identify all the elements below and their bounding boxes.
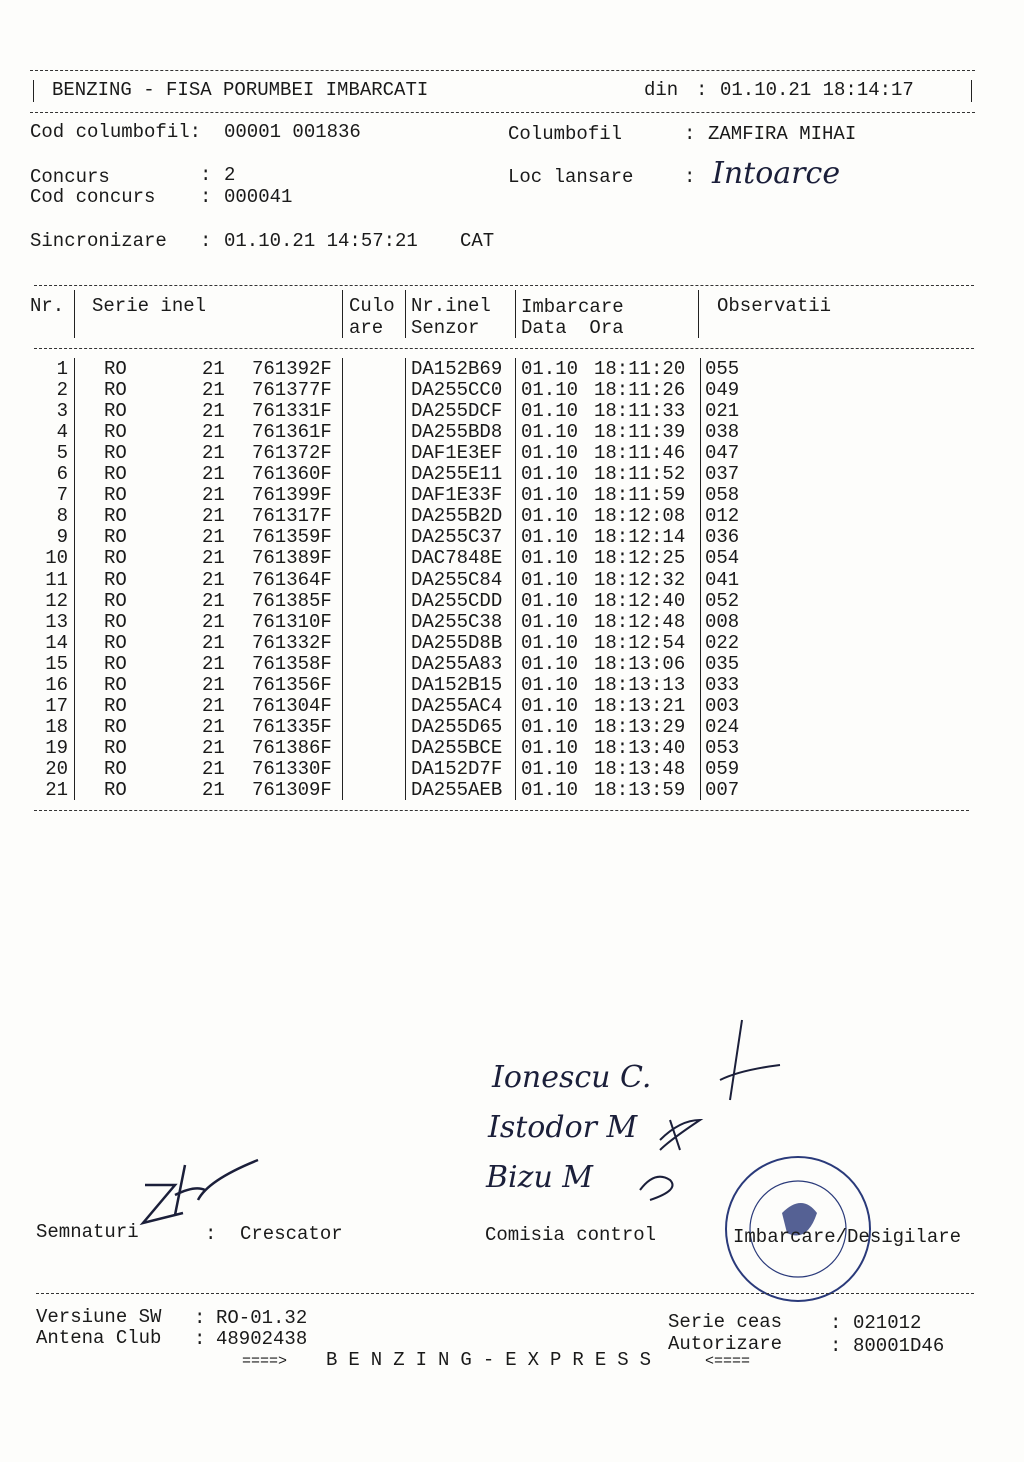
row-country: RO <box>104 673 127 696</box>
serie-ceas-value: 021012 <box>853 1312 922 1334</box>
row-ring: 761360F <box>252 463 332 486</box>
row-ring: 761331F <box>252 400 332 423</box>
row-date: 01.10 <box>521 505 579 528</box>
row-date: 01.10 <box>521 547 579 570</box>
brand-name: BENZING-EXPRESS <box>326 1349 663 1371</box>
row-nr: 20 <box>45 757 68 780</box>
row-nr: 12 <box>45 589 68 612</box>
semnaturi-label: Semnaturi <box>36 1221 139 1243</box>
cod-columbofil-value: 00001 001836 <box>224 121 361 143</box>
row-date: 01.10 <box>521 736 579 759</box>
row-nr: 15 <box>45 652 68 675</box>
row-observations: 059 <box>705 757 740 780</box>
row-sensor: DA255B2D <box>411 505 503 528</box>
row-nr: 10 <box>45 547 68 570</box>
row-country: RO <box>104 610 127 633</box>
antena-value: 48902438 <box>216 1328 308 1350</box>
loc-lansare-handwritten: Intoarce <box>712 156 841 191</box>
row-time: 18:13:06 <box>594 652 686 675</box>
row-date: 01.10 <box>521 463 579 486</box>
row-ring: 761377F <box>252 379 332 402</box>
row-sensor: DA255AC4 <box>411 694 503 717</box>
row-time: 18:12:54 <box>594 631 686 654</box>
colon: : <box>684 166 696 188</box>
row-date: 01.10 <box>521 610 579 633</box>
header-nr-inel: Nr.inel <box>411 295 491 317</box>
row-sensor: DA255E11 <box>411 463 503 486</box>
row-date: 01.10 <box>521 421 579 444</box>
row-country: RO <box>104 526 127 549</box>
header-culoare-2: are <box>349 317 384 339</box>
row-date: 01.10 <box>521 379 579 402</box>
row-ring: 761385F <box>252 589 332 612</box>
header-serie-inel: Serie inel <box>92 295 207 317</box>
row-nr: 6 <box>56 463 68 486</box>
row-date: 01.10 <box>521 694 579 717</box>
row-sensor: DAF1E3EF <box>411 442 503 465</box>
row-time: 18:13:48 <box>594 757 686 780</box>
row-nr: 11 <box>45 568 68 591</box>
row-nr: 14 <box>45 631 68 654</box>
row-country: RO <box>104 442 127 465</box>
row-time: 18:13:29 <box>594 715 686 738</box>
colon: : <box>200 186 212 208</box>
row-country: RO <box>104 400 127 423</box>
row-date: 01.10 <box>521 589 579 612</box>
sincronizare-timezone: CAT <box>460 230 495 252</box>
header-data-ora: Data Ora <box>521 317 624 339</box>
row-date: 01.10 <box>521 358 579 380</box>
row-nr: 1 <box>56 358 68 380</box>
colon: : <box>194 1328 206 1350</box>
row-time: 18:11:33 <box>594 400 686 423</box>
date-label: din <box>644 79 679 101</box>
row-observations: 054 <box>705 547 740 570</box>
row-nr: 18 <box>45 715 68 738</box>
colon: : <box>205 1223 217 1245</box>
row-ring: 761389F <box>252 547 332 570</box>
row-time: 18:11:59 <box>594 484 686 507</box>
serie-ceas-label: Serie ceas <box>668 1311 783 1333</box>
row-year: 21 <box>202 715 225 738</box>
concurs-label: Concurs <box>30 166 110 188</box>
row-nr: 9 <box>56 526 68 549</box>
row-nr: 19 <box>45 736 68 759</box>
colon: : <box>684 123 696 145</box>
row-observations: 003 <box>705 694 740 717</box>
row-sensor: DA152B15 <box>411 673 503 696</box>
row-year: 21 <box>202 779 225 801</box>
row-observations: 012 <box>705 505 740 528</box>
brand-arrow-left: ====> <box>242 1353 288 1370</box>
row-ring: 761399F <box>252 484 332 507</box>
row-ring: 761304F <box>252 694 332 717</box>
row-year: 21 <box>202 505 225 528</box>
row-year: 21 <box>202 400 225 423</box>
sincronizare-label: Sincronizare <box>30 230 167 252</box>
row-year: 21 <box>202 568 225 591</box>
row-nr: 8 <box>56 505 68 528</box>
row-country: RO <box>104 358 127 380</box>
document-title: BENZING - FISA PORUMBEI IMBARCATI <box>52 79 429 101</box>
row-observations: 047 <box>705 442 740 465</box>
row-observations: 038 <box>705 421 740 444</box>
row-observations: 037 <box>705 463 740 486</box>
row-ring: 761364F <box>252 568 332 591</box>
row-sensor: DA255D65 <box>411 715 503 738</box>
row-sensor: DA255C37 <box>411 526 503 549</box>
header-senzor: Senzor <box>411 317 480 339</box>
cod-columbofil-label: Cod columbofil: <box>30 121 202 143</box>
row-time: 18:12:08 <box>594 505 686 528</box>
row-country: RO <box>104 715 127 738</box>
sincronizare-value: 01.10.21 14:57:21 <box>224 230 418 252</box>
row-country: RO <box>104 505 127 528</box>
row-date: 01.10 <box>521 400 579 423</box>
row-date: 01.10 <box>521 526 579 549</box>
row-ring: 761356F <box>252 673 332 696</box>
row-nr: 3 <box>56 400 68 423</box>
row-observations: 053 <box>705 736 740 759</box>
row-sensor: DA255CDD <box>411 589 503 612</box>
row-year: 21 <box>202 631 225 654</box>
row-year: 21 <box>202 358 225 380</box>
row-time: 18:12:25 <box>594 547 686 570</box>
row-year: 21 <box>202 694 225 717</box>
row-observations: 022 <box>705 631 740 654</box>
row-country: RO <box>104 589 127 612</box>
row-observations: 041 <box>705 568 740 591</box>
row-country: RO <box>104 652 127 675</box>
row-observations: 055 <box>705 358 740 380</box>
row-ring: 761372F <box>252 442 332 465</box>
row-year: 21 <box>202 526 225 549</box>
colon: : <box>830 1312 842 1334</box>
row-country: RO <box>104 568 127 591</box>
cod-concurs-label: Cod concurs <box>30 186 156 208</box>
row-nr: 13 <box>45 610 68 633</box>
autorizare-value: 80001D46 <box>853 1335 945 1357</box>
row-observations: 058 <box>705 484 740 507</box>
row-date: 01.10 <box>521 484 579 507</box>
colon: : <box>194 1307 206 1329</box>
row-observations: 052 <box>705 589 740 612</box>
commission-signature-2: Istodor M <box>488 1110 638 1145</box>
row-year: 21 <box>202 736 225 759</box>
row-sensor: DA152D7F <box>411 757 503 780</box>
row-country: RO <box>104 547 127 570</box>
row-observations: 021 <box>705 400 740 423</box>
comisia-control-label: Comisia control <box>485 1224 657 1246</box>
header-imbarcare: Imbarcare <box>521 296 624 318</box>
row-year: 21 <box>202 442 225 465</box>
colon: : <box>200 230 212 252</box>
row-time: 18:11:46 <box>594 442 686 465</box>
row-time: 18:12:14 <box>594 526 686 549</box>
row-country: RO <box>104 631 127 654</box>
row-time: 18:12:32 <box>594 568 686 591</box>
row-sensor: DA255C38 <box>411 610 503 633</box>
row-nr: 7 <box>56 484 68 507</box>
row-nr: 17 <box>45 694 68 717</box>
row-ring: 761335F <box>252 715 332 738</box>
loc-lansare-label: Loc lansare <box>508 166 634 188</box>
row-sensor: DAF1E33F <box>411 484 503 507</box>
row-sensor: DA255BCE <box>411 736 503 759</box>
row-date: 01.10 <box>521 631 579 654</box>
row-sensor: DA255A83 <box>411 652 503 675</box>
row-date: 01.10 <box>521 652 579 675</box>
columbofil-label: Columbofil <box>508 123 623 145</box>
date-value: 01.10.21 18:14:17 <box>720 79 914 101</box>
row-ring: 761309F <box>252 779 332 801</box>
row-ring: 761332F <box>252 631 332 654</box>
row-date: 01.10 <box>521 442 579 465</box>
row-ring: 761358F <box>252 652 332 675</box>
row-sensor: DAC7848E <box>411 547 503 570</box>
row-sensor: DA255C84 <box>411 568 503 591</box>
row-nr: 16 <box>45 673 68 696</box>
row-time: 18:12:48 <box>594 610 686 633</box>
row-time: 18:13:59 <box>594 779 686 801</box>
row-time: 18:13:40 <box>594 736 686 759</box>
row-time: 18:11:52 <box>594 463 686 486</box>
row-year: 21 <box>202 610 225 633</box>
row-observations: 008 <box>705 610 740 633</box>
row-observations: 007 <box>705 779 740 801</box>
concurs-value: 2 <box>224 164 236 186</box>
antena-label: Antena Club <box>36 1327 162 1349</box>
row-year: 21 <box>202 652 225 675</box>
row-date: 01.10 <box>521 757 579 780</box>
brand-arrow-right: <==== <box>705 1353 751 1370</box>
row-time: 18:12:40 <box>594 589 686 612</box>
row-country: RO <box>104 779 127 801</box>
row-country: RO <box>104 757 127 780</box>
row-year: 21 <box>202 379 225 402</box>
versiune-value: RO-01.32 <box>216 1307 308 1329</box>
columbofil-value: ZAMFIRA MIHAI <box>708 123 857 145</box>
row-country: RO <box>104 484 127 507</box>
row-time: 18:13:13 <box>594 673 686 696</box>
breeder-signature <box>143 1160 258 1223</box>
commission-signature-1: Ionescu C. <box>492 1060 652 1095</box>
cod-concurs-value: 000041 <box>224 186 293 208</box>
header-nr: Nr. <box>30 295 65 317</box>
row-date: 01.10 <box>521 673 579 696</box>
row-ring: 761361F <box>252 421 332 444</box>
row-country: RO <box>104 379 127 402</box>
row-year: 21 <box>202 463 225 486</box>
row-ring: 761386F <box>252 736 332 759</box>
row-year: 21 <box>202 484 225 507</box>
row-year: 21 <box>202 673 225 696</box>
row-nr: 4 <box>56 421 68 444</box>
row-date: 01.10 <box>521 779 579 801</box>
row-ring: 761317F <box>252 505 332 528</box>
row-country: RO <box>104 694 127 717</box>
row-sensor: DA255DCF <box>411 400 503 423</box>
row-observations: 049 <box>705 379 740 402</box>
row-observations: 033 <box>705 673 740 696</box>
row-time: 18:11:39 <box>594 421 686 444</box>
row-observations: 024 <box>705 715 740 738</box>
row-country: RO <box>104 463 127 486</box>
header-culoare: Culo <box>349 295 395 317</box>
row-nr: 21 <box>45 779 68 801</box>
colon: : <box>830 1335 842 1357</box>
colon: : <box>200 164 212 186</box>
row-nr: 5 <box>56 442 68 465</box>
row-nr: 2 <box>56 379 68 402</box>
row-time: 18:11:26 <box>594 379 686 402</box>
row-sensor: DA255D8B <box>411 631 503 654</box>
row-observations: 036 <box>705 526 740 549</box>
row-date: 01.10 <box>521 715 579 738</box>
colon: : <box>696 79 708 101</box>
header-observatii: Observatii <box>717 295 832 317</box>
imbarcare-desigilare-label: Imbarcare/Desigilare <box>733 1226 962 1248</box>
row-observations: 035 <box>705 652 740 675</box>
row-time: 18:13:21 <box>594 694 686 717</box>
row-ring: 761392F <box>252 358 332 380</box>
row-time: 18:11:20 <box>594 358 686 380</box>
row-ring: 761330F <box>252 757 332 780</box>
row-sensor: DA255AEB <box>411 779 503 801</box>
autorizare-label: Autorizare <box>668 1333 783 1355</box>
row-year: 21 <box>202 589 225 612</box>
row-year: 21 <box>202 547 225 570</box>
row-year: 21 <box>202 757 225 780</box>
commission-signature-3: Bizu M <box>486 1160 594 1195</box>
row-sensor: DA255BD8 <box>411 421 503 444</box>
row-ring: 761359F <box>252 526 332 549</box>
footer-rule <box>36 1293 974 1294</box>
row-ring: 761310F <box>252 610 332 633</box>
row-country: RO <box>104 421 127 444</box>
versiune-label: Versiune SW <box>36 1306 162 1328</box>
row-year: 21 <box>202 421 225 444</box>
row-date: 01.10 <box>521 568 579 591</box>
crescator-label: Crescator <box>240 1223 343 1245</box>
row-sensor: DA255CC0 <box>411 379 503 402</box>
row-sensor: DA152B69 <box>411 358 503 380</box>
row-country: RO <box>104 736 127 759</box>
